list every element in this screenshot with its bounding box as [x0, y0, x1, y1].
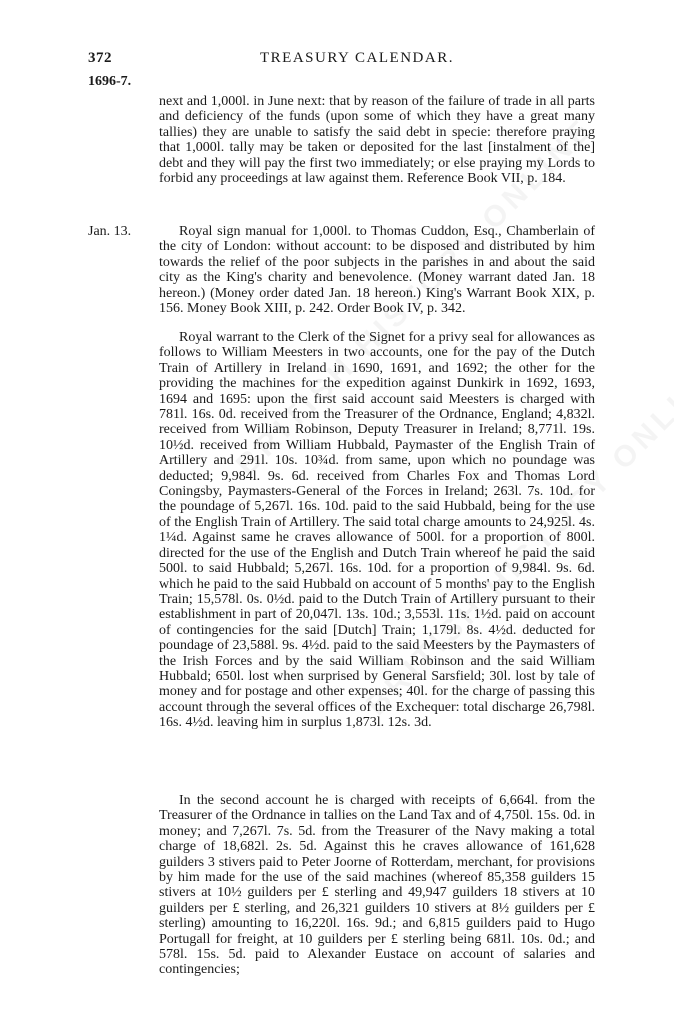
page-header: [0, 50, 674, 72]
page-number: 372: [88, 50, 112, 66]
running-title: TREASURY CALENDAR.: [260, 50, 454, 66]
entry-text: Royal warrant to the Clerk of the Signet for a privy seal for allowances as follows to William Meesters in two accounts, one for the pay of the Dutch Train of Artillery in Ireland in 1690, 1691, and 1692; the other for the providing the machines for the expedition against Dunkirk in 1692, 1693, 1694 and 1695: upon the first said account said Meesters is charged with 781l. 16s. 0d. received from the Treasurer of the Ordnance, England; 4,832l. received from William Robinson, Deputy Treasurer in Ireland; 8,771l. 19s. 10½d. received from William Hubbald, Paymaster of the English Train of Artillery and 291l. 10s. 10¾d. from same, upon which no poundage was deducted; 9,984l. 9s. 6d. received from Charles Fox and Thomas Lord Coningsby, Paymasters-General of the Forces in Ireland; 263l. 7s. 10d. for the poundage of 5,267l. 16s. 10d. paid to the said Hubbald, being for the use of the English Train of Artillery. The said total charge amounts to 24,925l. 4s. 1¼d. Against same he craves allowance of 500l. for a proportion of 800l. directed for the use of the English and Dutch Train whereof he paid the said 500l. to said Hubbald; 5,267l. 16s. 10d. for a proportion of 9,984l. 9s. 6d. which he paid to the said Hubbald on account of 5 months' pay to the English Train; 15,578l. 0s. 0½d. paid to the Dutch Train of Artillery pursuant to their establishment in part of 20,047l. 13s. 10d.; 3,553l. 11s. 1½d. paid on account of contingencies for the said [Dutch] Train; 1,179l. 8s. 4½d. deducted for poundage of 23,588l. 9s. 4½d. paid to the said Meesters by the Paymasters of the Irish Forces and by the said William Robinson and the said William Hubbald; 650l. lost when surprised by General Sarsfield; 30l. lost by tale of money and for postage and other expenses; 40l. for the charge of passing this account through the several offices of the Exchequer: total discharge 26,798l. 16s. 4½d. leaving him in surplus 1,873l. 12s. 3d.: [159, 330, 595, 731]
entry-text: Royal sign manual for 1,000l. to Thomas Cuddon, Esq., Chamberlain of the city of London: without account: to be disposed and distributed by him towards the relief of the poor subjects in the parishes in and about the said city as the King's charity and benevolence. (Money warrant dated Jan. 18 hereon.) (Money order dated Jan. 18 hereon.) King's Warrant Book XIX, p. 156. Money Book XIII, p. 242. Order Book IV, p. 342.: [159, 224, 595, 317]
calendar-entry: [0, 793, 674, 1011]
year-marginal-note: 1696-7.: [88, 74, 132, 89]
entry-text: In the second account he is charged with receipts of 6,664l. from the Treasurer of the Ordnance in tallies on the Land Tax and of 4,750l. 15s. 0d. in money; and 7,267l. 7s. 5d. from the Treasurer of the Navy making a total charge of 18,682l. 2s. 5d. Against this he craves allowance of 161,628 guilders 3 stivers paid to Peter Joorne of Rotterdam, merchant, for provisions by him made for the use of the said machines (whereof 85,358 guilders 15 stivers at 10½ guilders per £ sterling and 49,947 guilders 18 stivers at 10 guilders per £ sterling, and 26,321 guilders 10 stivers at 8½ guilders per £ sterling) amounting to 16,220l. 16s. 9d.; and 6,815 guilders paid to Hugo Portugall for freight, at 10 guilders per £ sterling being 681l. 10s. 0d.; and 578l. 15s. 5d. paid to Alexander Eustace on account of salaries and contingencies;: [159, 793, 595, 978]
entry-date: Jan. 13.: [88, 224, 132, 239]
entry-text: next and 1,000l. in June next: that by reason of the failure of trade in all parts and deficiency of the funds (upon some of which they have a great many tallies) they are unable to satisfy the said debt in specie: therefore praying that 1,000l. tally may be taken or deposited for the last [instalment of the] debt and they will pay the first two immediately; or else praying my Lords to forbid any proceedings at law against them. Reference Book VII, p. 184.: [159, 94, 595, 187]
calendar-entry: [0, 94, 674, 214]
calendar-entry: [0, 224, 674, 344]
